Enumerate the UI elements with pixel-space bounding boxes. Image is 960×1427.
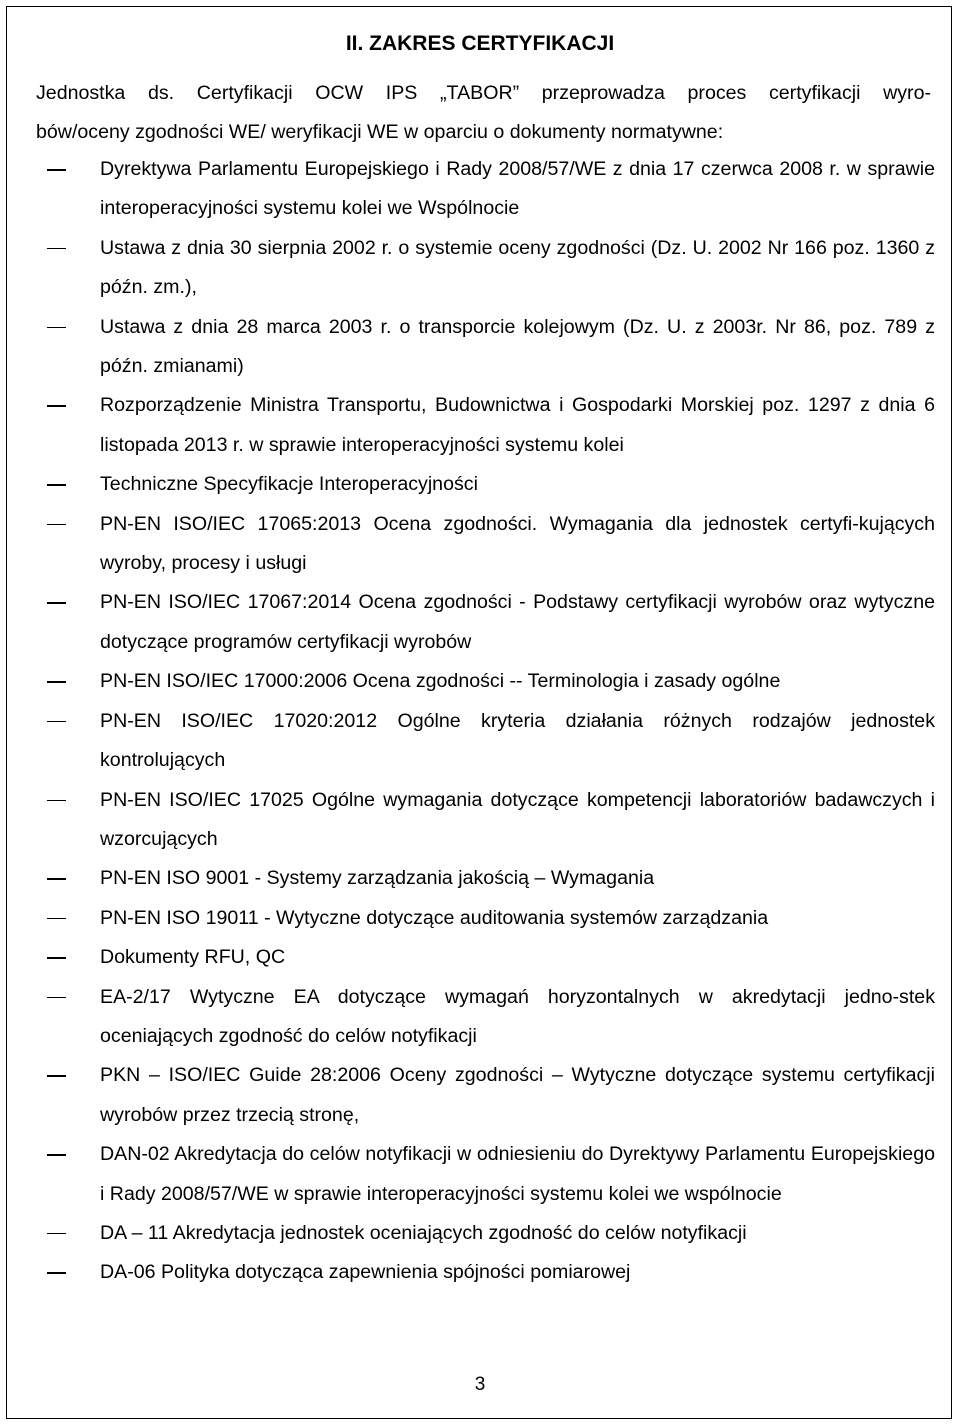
dash-bullet [47, 327, 66, 329]
dash-bullet [47, 1272, 66, 1274]
dash-bullet [47, 800, 66, 802]
list-item [0, 899, 935, 938]
dash-bullet [47, 1075, 66, 1077]
list-item-text: PN-EN ISO/IEC 17065:2013 Ocena zgodności. Wymagania dla jednostek certyfi-kujących wyroby, procesy i usługi [100, 512, 935, 575]
list-item-text: PN-EN ISO 19011 - Wytyczne dotyczące auditowania systemów zarządzania [100, 906, 769, 929]
normative-documents-list [0, 150, 960, 1293]
dash-bullet [47, 721, 66, 723]
list-item [0, 308, 935, 387]
dash-bullet [47, 878, 66, 880]
dash-bullet [47, 957, 66, 959]
list-item-text: DAN-02 Akredytacja do celów notyfikacji w odniesieniu do Dyrektywy Parlamentu Europejskiego i Rady 2008/57/WE w sprawie interoperacyjności systemu kolei we wspólnocie [100, 1143, 935, 1205]
list-item-text: PN-EN ISO/IEC 17020:2012 Ogólne kryteria działania różnych rodzajów jednostek kontrolujących [100, 709, 935, 772]
list-item [0, 229, 935, 308]
list-item-text: PN-EN ISO/IEC 17067:2014 Ocena zgodności - Podstawy certyfikacji wyrobów oraz wytyczne dotyczące programów certyfikacji wyrobów [100, 591, 935, 653]
list-item [0, 978, 935, 1057]
list-item-text: PKN – ISO/IEC Guide 28:2006 Oceny zgodności – Wytyczne dotyczące systemu certyfikacji wyrobów przez trzecią stronę, [100, 1064, 935, 1126]
dash-bullet [47, 248, 66, 250]
page-number: 3 [474, 1374, 486, 1395]
list-item [0, 505, 935, 584]
list-item-text: Techniczne Specyfikacje Interoperacyjności [100, 473, 478, 496]
list-item [0, 150, 935, 229]
list-item [0, 1214, 935, 1253]
dash-bullet [47, 405, 66, 407]
section-title: II. ZAKRES CERTYFIKACJI [345, 32, 615, 55]
list-item-text: DA – 11 Akredytacja jednostek oceniających zgodność do celów notyfikacji [100, 1221, 747, 1244]
list-item [0, 702, 935, 781]
list-item [0, 781, 935, 860]
dash-bullet [47, 997, 66, 999]
list-item-text: Dyrektywa Parlamentu Europejskiego i Rady 2008/57/WE z dnia 17 czerwca 2008 r. w sprawie interoperacyjności systemu kolei we Wspólnocie [100, 158, 935, 220]
list-item-text: Dokumenty RFU, QC [100, 946, 286, 969]
list-item [0, 583, 935, 662]
list-item [0, 859, 935, 898]
dash-bullet [47, 484, 66, 486]
list-item [0, 386, 935, 465]
dash-bullet [47, 1233, 66, 1235]
list-item-text: PN-EN ISO/IEC 17000:2006 Ocena zgodności -- Terminologia i zasady ogólne [100, 670, 781, 693]
dash-bullet [47, 918, 66, 920]
dash-bullet [47, 169, 66, 171]
list-item-text: DA-06 Polityka dotycząca zapewnienia spójności pomiarowej [100, 1261, 631, 1284]
list-item-text: Ustawa z dnia 28 marca 2003 r. o transporcie kolejowym (Dz. U. z 2003r. Nr 86, poz. 789 z późn. zmianami) [100, 315, 935, 378]
list-item [0, 1056, 935, 1135]
dash-bullet [47, 524, 66, 526]
list-item-text: EA-2/17 Wytyczne EA dotyczące wymagań horyzontalnych w akredytacji jedno-stek oceniających zgodność do celów notyfikacji [100, 985, 935, 1047]
intro-line-1: Jednostka ds. Certyfikacji OCW IPS „TABOR” przeprowadza proces certyfikacji wyro- [36, 82, 931, 104]
dash-bullet [47, 1154, 66, 1156]
list-item-text: Ustawa z dnia 30 sierpnia 2002 r. o systemie oceny zgodności (Dz. U. 2002 Nr 166 poz. 1360 z późn. zm.), [100, 236, 935, 299]
list-item [0, 1253, 935, 1292]
dash-bullet [47, 681, 66, 683]
list-item [0, 1135, 935, 1214]
list-item-text: PN-EN ISO 9001 - Systemy zarządzania jakością – Wymagania [100, 867, 655, 890]
list-item [0, 662, 935, 701]
intro-paragraph [36, 74, 931, 152]
intro-line-2: bów/oceny zgodności WE/ weryfikacji WE w oparciu o dokumenty normatywne: [36, 121, 724, 143]
list-item-text: Rozporządzenie Ministra Transportu, Budownictwa i Gospodarki Morskiej poz. 1297 z dnia 6 listopada 2013 r. w sprawie interoperacyjności systemu kolei [100, 394, 935, 456]
list-item-text: PN-EN ISO/IEC 17025 Ogólne wymagania dotyczące kompetencji laboratoriów badawczych i wzorcujących [100, 788, 935, 850]
list-item [0, 465, 935, 504]
list-item [0, 938, 935, 977]
dash-bullet [47, 602, 66, 604]
